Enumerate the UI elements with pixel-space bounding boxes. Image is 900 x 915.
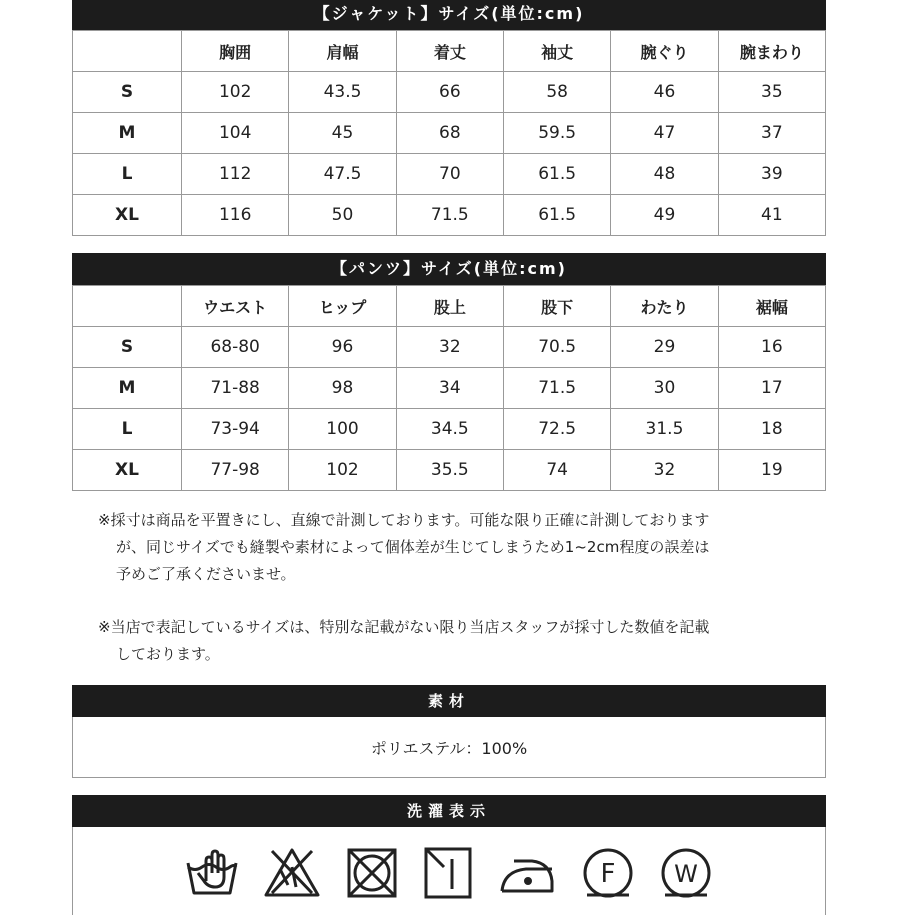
table-corner-cell (73, 31, 182, 72)
table-cell: 70 (396, 154, 503, 195)
table-corner-cell (73, 286, 182, 327)
table-row (73, 72, 826, 113)
table-cell: 17 (718, 368, 825, 409)
table-cell: 68 (396, 113, 503, 154)
table-cell: 34 (396, 368, 503, 409)
care-title: 洗濯表示 (72, 795, 826, 827)
table-cell: 72.5 (503, 409, 610, 450)
table-cell: 96 (289, 327, 396, 368)
material-title: 素材 (72, 685, 826, 717)
care-icons-row (72, 827, 826, 915)
table-cell: 116 (182, 195, 289, 236)
table-cell: 35 (718, 72, 825, 113)
note-spacer (98, 588, 818, 614)
note-text: が、同じサイズでも縫製や素材によって個体差が生じてしまうため1~2cm程度の誤差は (116, 538, 710, 556)
table-cell: 48 (611, 154, 718, 195)
measurement-notes (98, 507, 818, 668)
table-cell: 71.5 (396, 195, 503, 236)
size-label: L (73, 154, 182, 195)
table-cell: 32 (396, 327, 503, 368)
care-section (72, 795, 826, 915)
no-bleach-icon (262, 845, 322, 901)
table-cell: 73-94 (182, 409, 289, 450)
table-cell: 66 (396, 72, 503, 113)
dry-clean-letter: F (600, 859, 616, 889)
table-cell: 35.5 (396, 450, 503, 491)
pants-size-title: 【パンツ】サイズ(単位:cm) (72, 253, 826, 285)
header-cell: 腕ぐり (611, 31, 718, 72)
table-cell: 102 (289, 450, 396, 491)
table-cell: 41 (718, 195, 825, 236)
header-cell: 胸囲 (182, 31, 289, 72)
size-label: S (73, 72, 182, 113)
header-cell: ウエスト (182, 286, 289, 327)
jacket-size-section (72, 0, 826, 236)
wet-clean-letter: W (674, 860, 698, 888)
note-text: ※当店で表記しているサイズは、特別な記載がない限り当店スタッフが採寸した数値を記載 (98, 618, 710, 636)
table-cell: 31.5 (611, 409, 718, 450)
table-cell: 43.5 (289, 72, 396, 113)
hand-wash-icon (184, 845, 240, 901)
table-cell: 37 (718, 113, 825, 154)
table-cell: 61.5 (503, 195, 610, 236)
header-cell: 袖丈 (503, 31, 610, 72)
header-cell: 着丈 (396, 31, 503, 72)
table-cell: 112 (182, 154, 289, 195)
header-cell: 裾幅 (718, 286, 825, 327)
header-cell: 肩幅 (289, 31, 396, 72)
table-row (73, 368, 826, 409)
size-label: XL (73, 450, 182, 491)
size-label: M (73, 368, 182, 409)
jacket-size-title: 【ジャケット】サイズ(単位:cm) (72, 0, 826, 30)
no-tumble-dry-icon (344, 845, 400, 901)
table-cell: 100 (289, 409, 396, 450)
size-label: L (73, 409, 182, 450)
table-cell: 30 (611, 368, 718, 409)
jacket-size-table (72, 30, 826, 236)
iron-low-icon (496, 845, 558, 901)
note-text: 予めご了承くださいませ。 (116, 565, 296, 583)
table-row (73, 195, 826, 236)
table-cell: 47.5 (289, 154, 396, 195)
table-cell: 49 (611, 195, 718, 236)
material-value: ポリエステル：100% (370, 738, 528, 758)
table-cell: 34.5 (396, 409, 503, 450)
table-cell: 50 (289, 195, 396, 236)
table-cell: 47 (611, 113, 718, 154)
table-cell: 77-98 (182, 450, 289, 491)
line-dry-shade-icon (422, 845, 474, 901)
table-cell: 19 (718, 450, 825, 491)
note-text: ※採寸は商品を平置きにし、直線で計測しております。可能な限り正確に計測しております (98, 511, 710, 529)
header-cell: 腕まわり (718, 31, 825, 72)
table-header-row (73, 31, 826, 72)
material-section (72, 685, 826, 778)
table-cell: 58 (503, 72, 610, 113)
table-cell: 59.5 (503, 113, 610, 154)
table-cell: 18 (718, 409, 825, 450)
table-cell: 61.5 (503, 154, 610, 195)
table-cell: 74 (503, 450, 610, 491)
table-cell: 45 (289, 113, 396, 154)
size-label: S (73, 327, 182, 368)
size-label: XL (73, 195, 182, 236)
dry-clean-f-icon (580, 845, 636, 901)
table-cell: 71.5 (503, 368, 610, 409)
table-cell: 102 (182, 72, 289, 113)
table-cell: 16 (718, 327, 825, 368)
table-row (73, 450, 826, 491)
header-cell: 股上 (396, 286, 503, 327)
table-row (73, 409, 826, 450)
table-cell: 29 (611, 327, 718, 368)
table-cell: 98 (289, 368, 396, 409)
pants-size-table (72, 285, 826, 491)
table-header-row (73, 286, 826, 327)
header-cell: わたり (611, 286, 718, 327)
table-cell: 68-80 (182, 327, 289, 368)
table-cell: 39 (718, 154, 825, 195)
table-row (73, 154, 826, 195)
wet-clean-w-icon (658, 845, 714, 901)
header-cell: 股下 (503, 286, 610, 327)
note-text: しております。 (116, 645, 220, 663)
table-cell: 70.5 (503, 327, 610, 368)
table-cell: 32 (611, 450, 718, 491)
table-cell: 104 (182, 113, 289, 154)
material-value-box (72, 717, 826, 778)
table-row (73, 113, 826, 154)
size-label: M (73, 113, 182, 154)
table-row (73, 327, 826, 368)
table-cell: 71-88 (182, 368, 289, 409)
header-cell: ヒップ (289, 286, 396, 327)
pants-size-section (72, 253, 826, 491)
table-cell: 46 (611, 72, 718, 113)
